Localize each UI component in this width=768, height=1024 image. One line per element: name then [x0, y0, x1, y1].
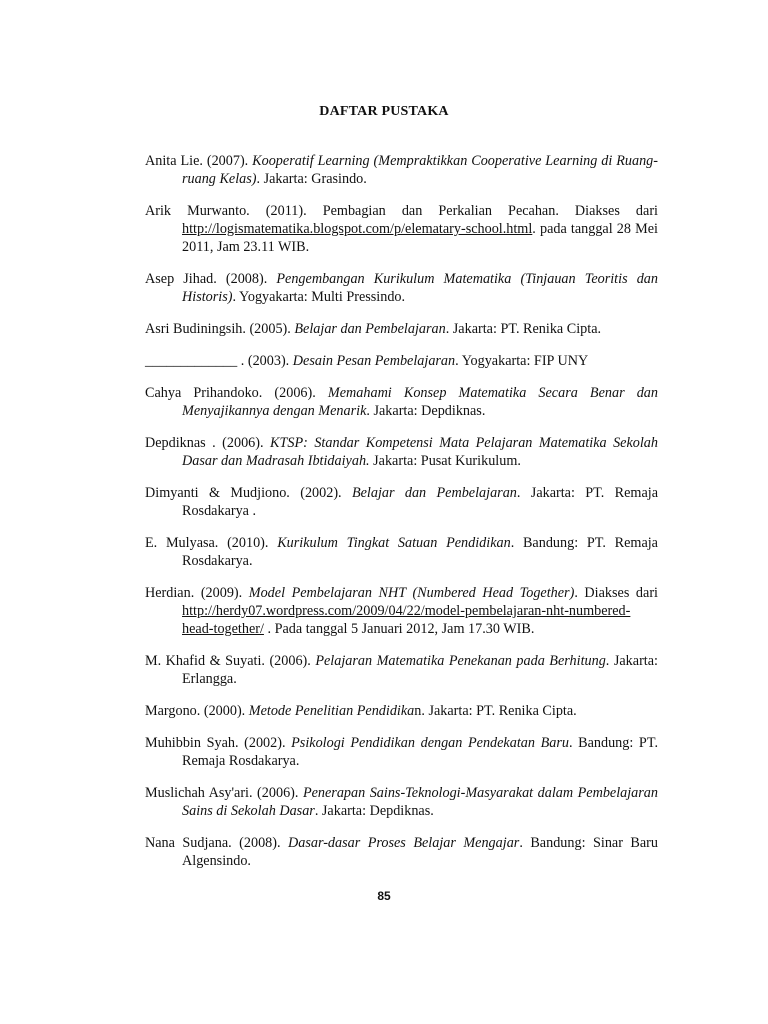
reference-url-link[interactable]: http://herdy07.wordpress.com/2009/04/22/model-pembelajaran-nht-numbered-head-together/	[182, 603, 631, 637]
reference-tail: . Yogyakarta: FIP UNY	[455, 353, 589, 369]
reference-lead: Asep Jihad. (2008).	[145, 271, 277, 287]
reference-entry	[145, 270, 658, 306]
reference-tail: . Jakarta: PT. Renika Cipta.	[445, 321, 602, 337]
reference-entry	[145, 784, 658, 820]
reference-title: Penerapan Sains-Teknologi-Masyarakat dalam Pembelajaran Sains di Sekolah Dasar	[182, 785, 658, 819]
reference-lead: E. Mulyasa. (2010).	[145, 535, 278, 551]
reference-tail: . Bandung: Sinar Baru Algensindo.	[182, 835, 659, 869]
reference-tail: . Diakses dari	[574, 585, 658, 601]
reference-lead: Arik Murwanto. (2011). Pembagian dan Perkalian Pecahan. Diakses dari	[145, 203, 658, 219]
reference-entry	[145, 352, 658, 370]
reference-lead: _____________ . (2003).	[145, 353, 293, 369]
reference-entry	[145, 152, 658, 188]
reference-lead: M. Khafid & Suyati. (2006).	[145, 653, 316, 669]
reference-tail: . Jakarta: Depdiknas.	[366, 403, 486, 419]
reference-lead: Cahya Prihandoko. (2006).	[145, 385, 328, 401]
reference-tail: Jakarta: Pusat Kurikulum.	[369, 453, 521, 469]
reference-entry	[145, 202, 658, 256]
reference-entry	[145, 834, 658, 870]
reference-tail: n. Jakarta: PT. Renika Cipta.	[414, 703, 577, 719]
reference-entry	[145, 434, 658, 470]
reference-entry	[145, 652, 658, 688]
reference-entry	[145, 584, 658, 638]
reference-lead: Depdiknas . (2006).	[145, 435, 271, 451]
reference-entry	[145, 484, 658, 520]
reference-title: Pengembangan Kurikulum Matematika (Tinjauan Teoritis dan Historis)	[182, 271, 658, 305]
reference-list	[145, 152, 658, 884]
reference-entry	[145, 320, 658, 338]
reference-tail: . Jakarta: Depdiknas.	[314, 803, 434, 819]
page-title: DAFTAR PUSTAKA	[319, 104, 449, 119]
reference-title: Kurikulum Tingkat Satuan Pendidikan	[277, 535, 511, 551]
reference-tail: . Bandung: PT. Remaja Rosdakarya.	[182, 735, 658, 769]
reference-lead: Dimyanti & Mudjiono. (2002).	[145, 485, 352, 501]
reference-lead: Herdian. (2009).	[145, 585, 249, 601]
reference-entry	[145, 534, 658, 570]
reference-tail: . Jakarta: PT. Remaja Rosdakarya .	[182, 485, 659, 519]
reference-lead: Muhibbin Syah. (2002).	[145, 735, 292, 751]
reference-tail: . pada tanggal 28 Mei 2011, Jam 23.11 WIB.	[182, 221, 658, 255]
reference-entry	[145, 734, 658, 770]
reference-title: Desain Pesan Pembelajaran	[292, 353, 456, 369]
reference-tail: . Bandung: PT. Remaja Rosdakarya.	[182, 535, 658, 569]
reference-entry	[145, 384, 658, 420]
reference-title: Belajar dan Pembelajaran	[351, 485, 517, 501]
reference-lead: Nana Sudjana. (2008).	[145, 835, 289, 851]
reference-tail: . Jakarta: Erlangga.	[182, 653, 658, 687]
reference-title: KTSP: Standar Kompetensi Mata Pelajaran Matematika Sekolah Dasar dan Madrasah Ibtidaiyah.	[182, 435, 658, 469]
reference-title: Pelajaran Matematika Penekanan pada Berhitung	[315, 653, 606, 669]
reference-lead: Anita Lie. (2007).	[145, 153, 253, 169]
reference-lead: Muslichah Asy'ari. (2006).	[145, 785, 303, 801]
reference-title: Memahami Konsep Matematika Secara Benar dan Menyajikannya dengan Menarik	[182, 385, 658, 419]
reference-tail: . Pada tanggal 5 Januari 2012, Jam 17.30 WIB.	[263, 621, 535, 637]
reference-tail: . Jakarta: Grasindo.	[256, 171, 367, 187]
reference-title: Psikologi Pendidikan dengan Pendekatan Baru	[291, 735, 569, 751]
reference-lead: Asri Budiningsih. (2005).	[145, 321, 295, 337]
reference-entry	[145, 702, 658, 720]
reference-title: Metode Penelitian Pendidika	[248, 703, 415, 719]
reference-title: Dasar-dasar Proses Belajar Mengajar	[288, 835, 520, 851]
reference-lead: Margono. (2000).	[145, 703, 249, 719]
reference-title: Model Pembelajaran NHT (Numbered Head Together)	[248, 585, 575, 601]
page-number: 85	[377, 889, 391, 903]
reference-tail: . Yogyakarta: Multi Pressindo.	[232, 289, 406, 305]
reference-url-link[interactable]: http://logismatematika.blogspot.com/p/elematary-school.html	[182, 221, 533, 237]
reference-title: Belajar dan Pembelajaran	[294, 321, 446, 337]
reference-title: Kooperatif Learning (Mempraktikkan Cooperative Learning di Ruang-ruang Kelas)	[182, 153, 658, 187]
